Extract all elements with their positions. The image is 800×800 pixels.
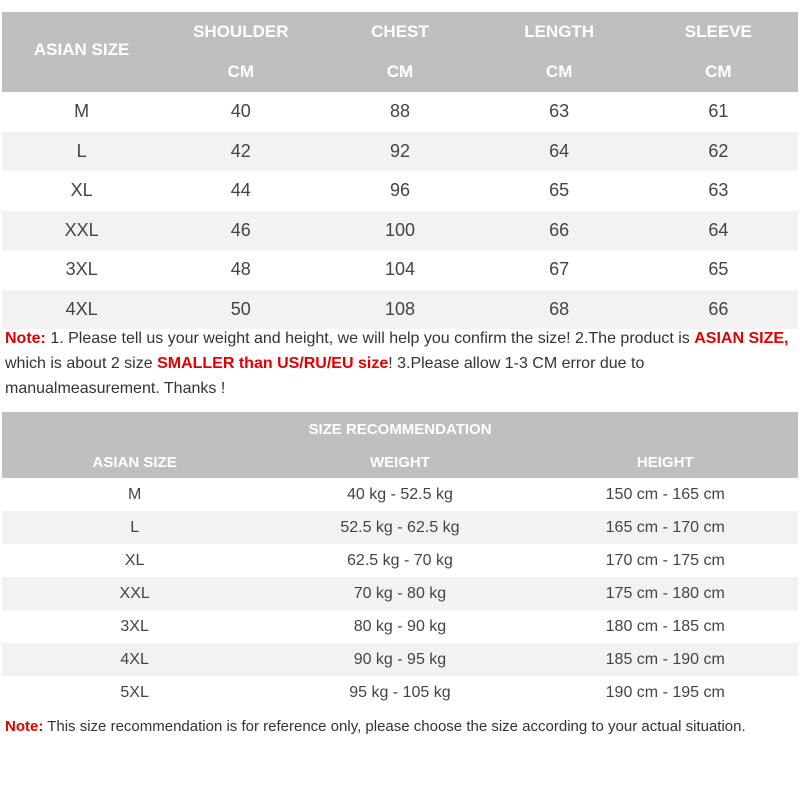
table-cell: 63 <box>708 180 729 201</box>
header-asian-size: ASIAN SIZE <box>92 454 177 471</box>
note-text: 1. Please tell us your weight and height, we will help you confirm the size! 2.The product is <box>45 330 695 347</box>
table-cell: 4XL <box>65 298 98 319</box>
header-unit: CM <box>386 62 414 81</box>
note-highlight: SMALLER than US/RU/EU size <box>157 355 389 372</box>
table-cell: 3XL <box>120 617 149 635</box>
table-cell: XXL <box>119 584 150 602</box>
table-row <box>2 676 798 709</box>
header-unit: CM <box>545 62 573 81</box>
table-cell: 170 cm - 175 cm <box>605 551 725 569</box>
table-cell: M <box>127 485 142 503</box>
measurement-header <box>2 12 798 92</box>
note-label: Note: <box>5 330 46 347</box>
measurement-table <box>2 12 798 329</box>
table-cell: 165 cm - 170 cm <box>605 518 725 536</box>
table-row <box>2 290 798 330</box>
table-cell: 100 <box>384 219 415 240</box>
table-cell: 67 <box>549 259 570 280</box>
header-asian-size: ASIAN SIZE <box>33 40 130 59</box>
table-cell: 190 cm - 195 cm <box>605 683 725 701</box>
header-sleeve: SLEEVE <box>684 22 752 41</box>
table-cell: 61 <box>708 101 729 122</box>
header-weight: WEIGHT <box>369 454 430 471</box>
table-cell: 62.5 kg - 70 kg <box>347 551 453 569</box>
table-row <box>2 544 798 577</box>
table-cell: 64 <box>708 219 729 240</box>
table-row <box>2 643 798 676</box>
table-cell: 40 <box>230 101 251 122</box>
table-cell: 48 <box>230 259 251 280</box>
recommendation-header <box>2 412 798 478</box>
table-cell: 150 cm - 165 cm <box>605 485 725 503</box>
table-cell: 63 <box>549 101 570 122</box>
table-cell: 90 kg - 95 kg <box>353 650 447 668</box>
recommendation-title: SIZE RECOMMENDATION <box>308 421 492 438</box>
recommendation-table <box>2 412 798 709</box>
note-recommendation <box>5 716 795 737</box>
table-row <box>2 478 798 511</box>
table-row <box>2 211 798 251</box>
table-cell: 3XL <box>65 259 98 280</box>
table-cell: 64 <box>549 140 570 161</box>
table-cell: 40 kg - 52.5 kg <box>347 485 453 503</box>
table-row <box>2 250 798 290</box>
table-row <box>2 92 798 132</box>
table-row <box>2 171 798 211</box>
table-cell: 175 cm - 180 cm <box>605 584 725 602</box>
note-measurement <box>5 326 795 401</box>
table-row <box>2 132 798 172</box>
table-cell: 65 <box>708 259 729 280</box>
table-cell: 65 <box>549 180 570 201</box>
table-cell: 96 <box>389 180 410 201</box>
table-cell: 46 <box>230 219 251 240</box>
table-cell: 50 <box>230 298 251 319</box>
table-cell: 62 <box>708 140 729 161</box>
table-cell: 80 kg - 90 kg <box>353 617 447 635</box>
table-cell: XL <box>70 180 93 201</box>
header-shoulder: SHOULDER <box>193 22 289 41</box>
table-cell: 42 <box>230 140 251 161</box>
table-cell: 180 cm - 185 cm <box>605 617 725 635</box>
table-cell: 66 <box>708 298 729 319</box>
table-cell: 185 cm - 190 cm <box>605 650 725 668</box>
table-cell: L <box>76 140 87 161</box>
table-row <box>2 610 798 643</box>
header-unit: CM <box>705 62 732 81</box>
header-height: HEIGHT <box>636 454 694 471</box>
table-cell: 4XL <box>120 650 149 668</box>
note-text: which is about 2 size <box>5 355 158 372</box>
table-cell: 5XL <box>120 683 149 701</box>
note-highlight: ASIAN SIZE, <box>694 330 789 347</box>
table-row <box>2 577 798 610</box>
table-row <box>2 511 798 544</box>
table-cell: XL <box>124 551 145 569</box>
table-cell: L <box>130 518 140 536</box>
header-length: LENGTH <box>524 22 595 41</box>
table-cell: M <box>74 101 90 122</box>
header-unit: CM <box>227 62 254 81</box>
table-cell: 104 <box>384 259 415 280</box>
table-cell: 70 kg - 80 kg <box>353 584 447 602</box>
note-text: ! 3.Please allow 1-3 CM error due to manualmeasurement. Thanks ! <box>5 355 645 397</box>
note-label: Note: <box>5 718 44 735</box>
note-text: This size recommendation is for reference only, please choose the size according to your actual situation. <box>43 718 746 735</box>
table-cell: XXL <box>64 219 99 240</box>
table-cell: 52.5 kg - 62.5 kg <box>340 518 460 536</box>
header-chest: CHEST <box>371 22 429 41</box>
table-cell: 95 kg - 105 kg <box>349 683 451 701</box>
table-cell: 92 <box>389 140 410 161</box>
table-cell: 108 <box>384 298 415 319</box>
table-cell: 68 <box>549 298 570 319</box>
table-cell: 66 <box>549 219 570 240</box>
table-cell: 44 <box>230 180 251 201</box>
table-cell: 88 <box>389 101 410 122</box>
